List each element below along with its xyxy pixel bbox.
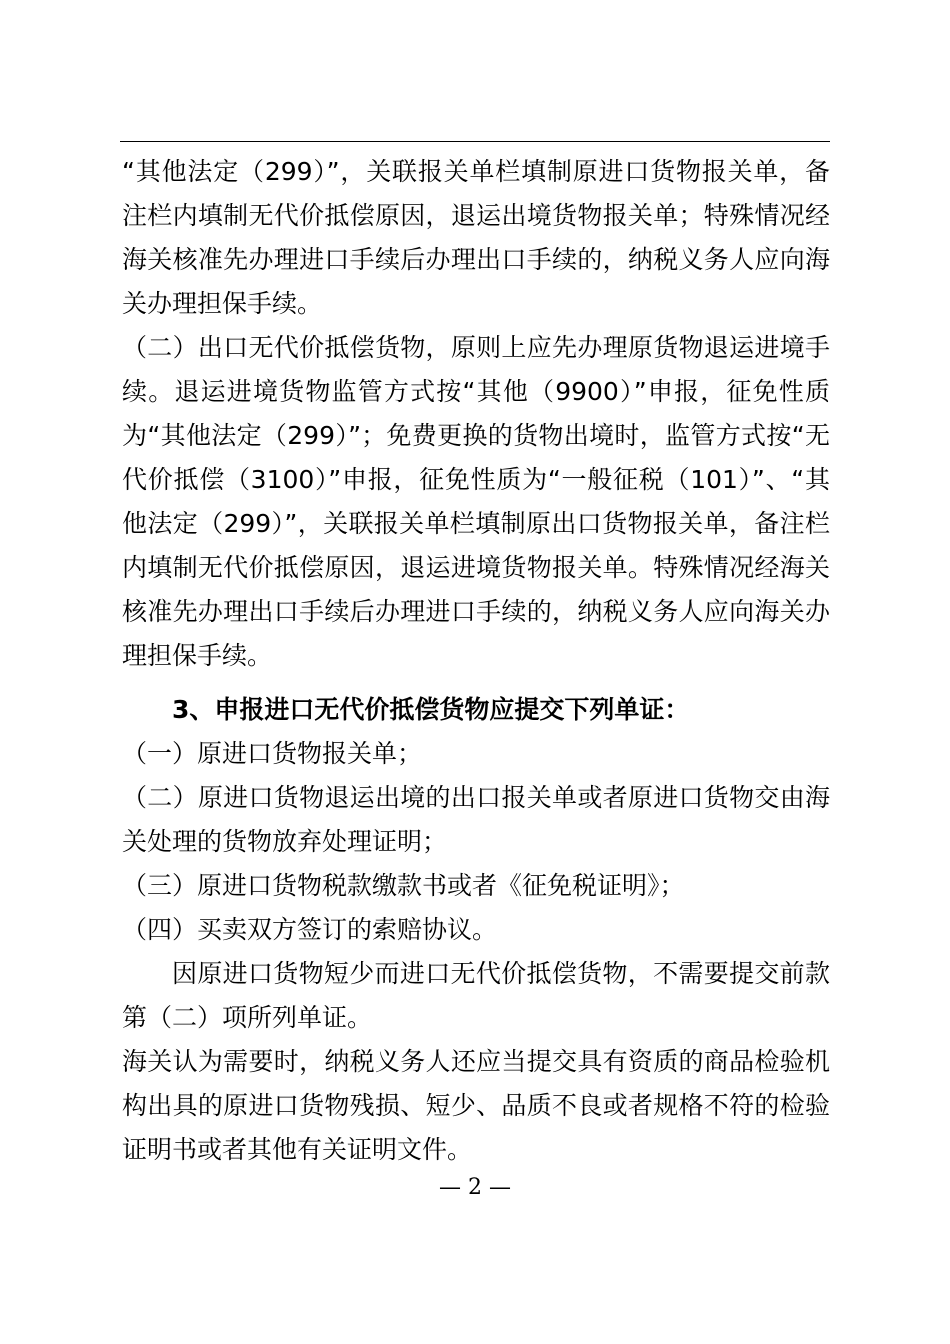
section-heading-documents: 3、申报进口无代价抵偿货物应提交下列单证： [172, 695, 690, 724]
paragraph-export-compensation: （二）出口无代价抵偿货物，原则上应先办理原货物退运进境手续。退运进境货物监管方式按“其他（9900）”申报，征免性质为“其他法定（299）”；免费更换的货物出境时，监管方式按“无代价抵偿（3100）”申报，征免性质为“一般征税（101）”、“其他法定（299）”，关联报关单栏填制原出口货物报关单，备注栏内填制无代价抵偿原因，退运进境货物报关单。特殊情况经海关核准先办理出口手续后办理进口手续的，纳税义务人应向海关办理担保手续。 [122, 333, 830, 670]
document-body [122, 150, 830, 1172]
paragraph-shortage-note: 因原进口货物短少而进口无代价抵偿货物，不需要提交前款第（二）项所列单证。 [122, 959, 830, 1032]
list-item-4: （四）买卖双方签订的索赔协议。 [122, 915, 498, 944]
page-number: — 2 — [439, 1175, 511, 1200]
paragraph-inspection-certificate: 海关认为需要时，纳税义务人还应当提交具有资质的商品检验机构出具的原进口货物残损、短少、品质不良或者规格不符的检验证明书或者其他有关证明文件。 [122, 1047, 830, 1164]
paragraph-import-continuation: “其他法定（299）”，关联报关单栏填制原进口货物报关单，备注栏内填制无代价抵偿原因，退运出境货物报关单；特殊情况经海关核准先办理进口手续后办理出口手续的，纳税义务人应向海关办理担保手续。 [122, 157, 830, 318]
list-item-1: （一）原进口货物报关单； [122, 739, 423, 768]
list-item-2: （二）原进口货物退运出境的出口报关单或者原进口货物交由海关处理的货物放弃处理证明； [122, 783, 830, 856]
list-item-3: （三）原进口货物税款缴款书或者《征免税证明》； [122, 871, 685, 900]
header-rule [120, 141, 830, 142]
